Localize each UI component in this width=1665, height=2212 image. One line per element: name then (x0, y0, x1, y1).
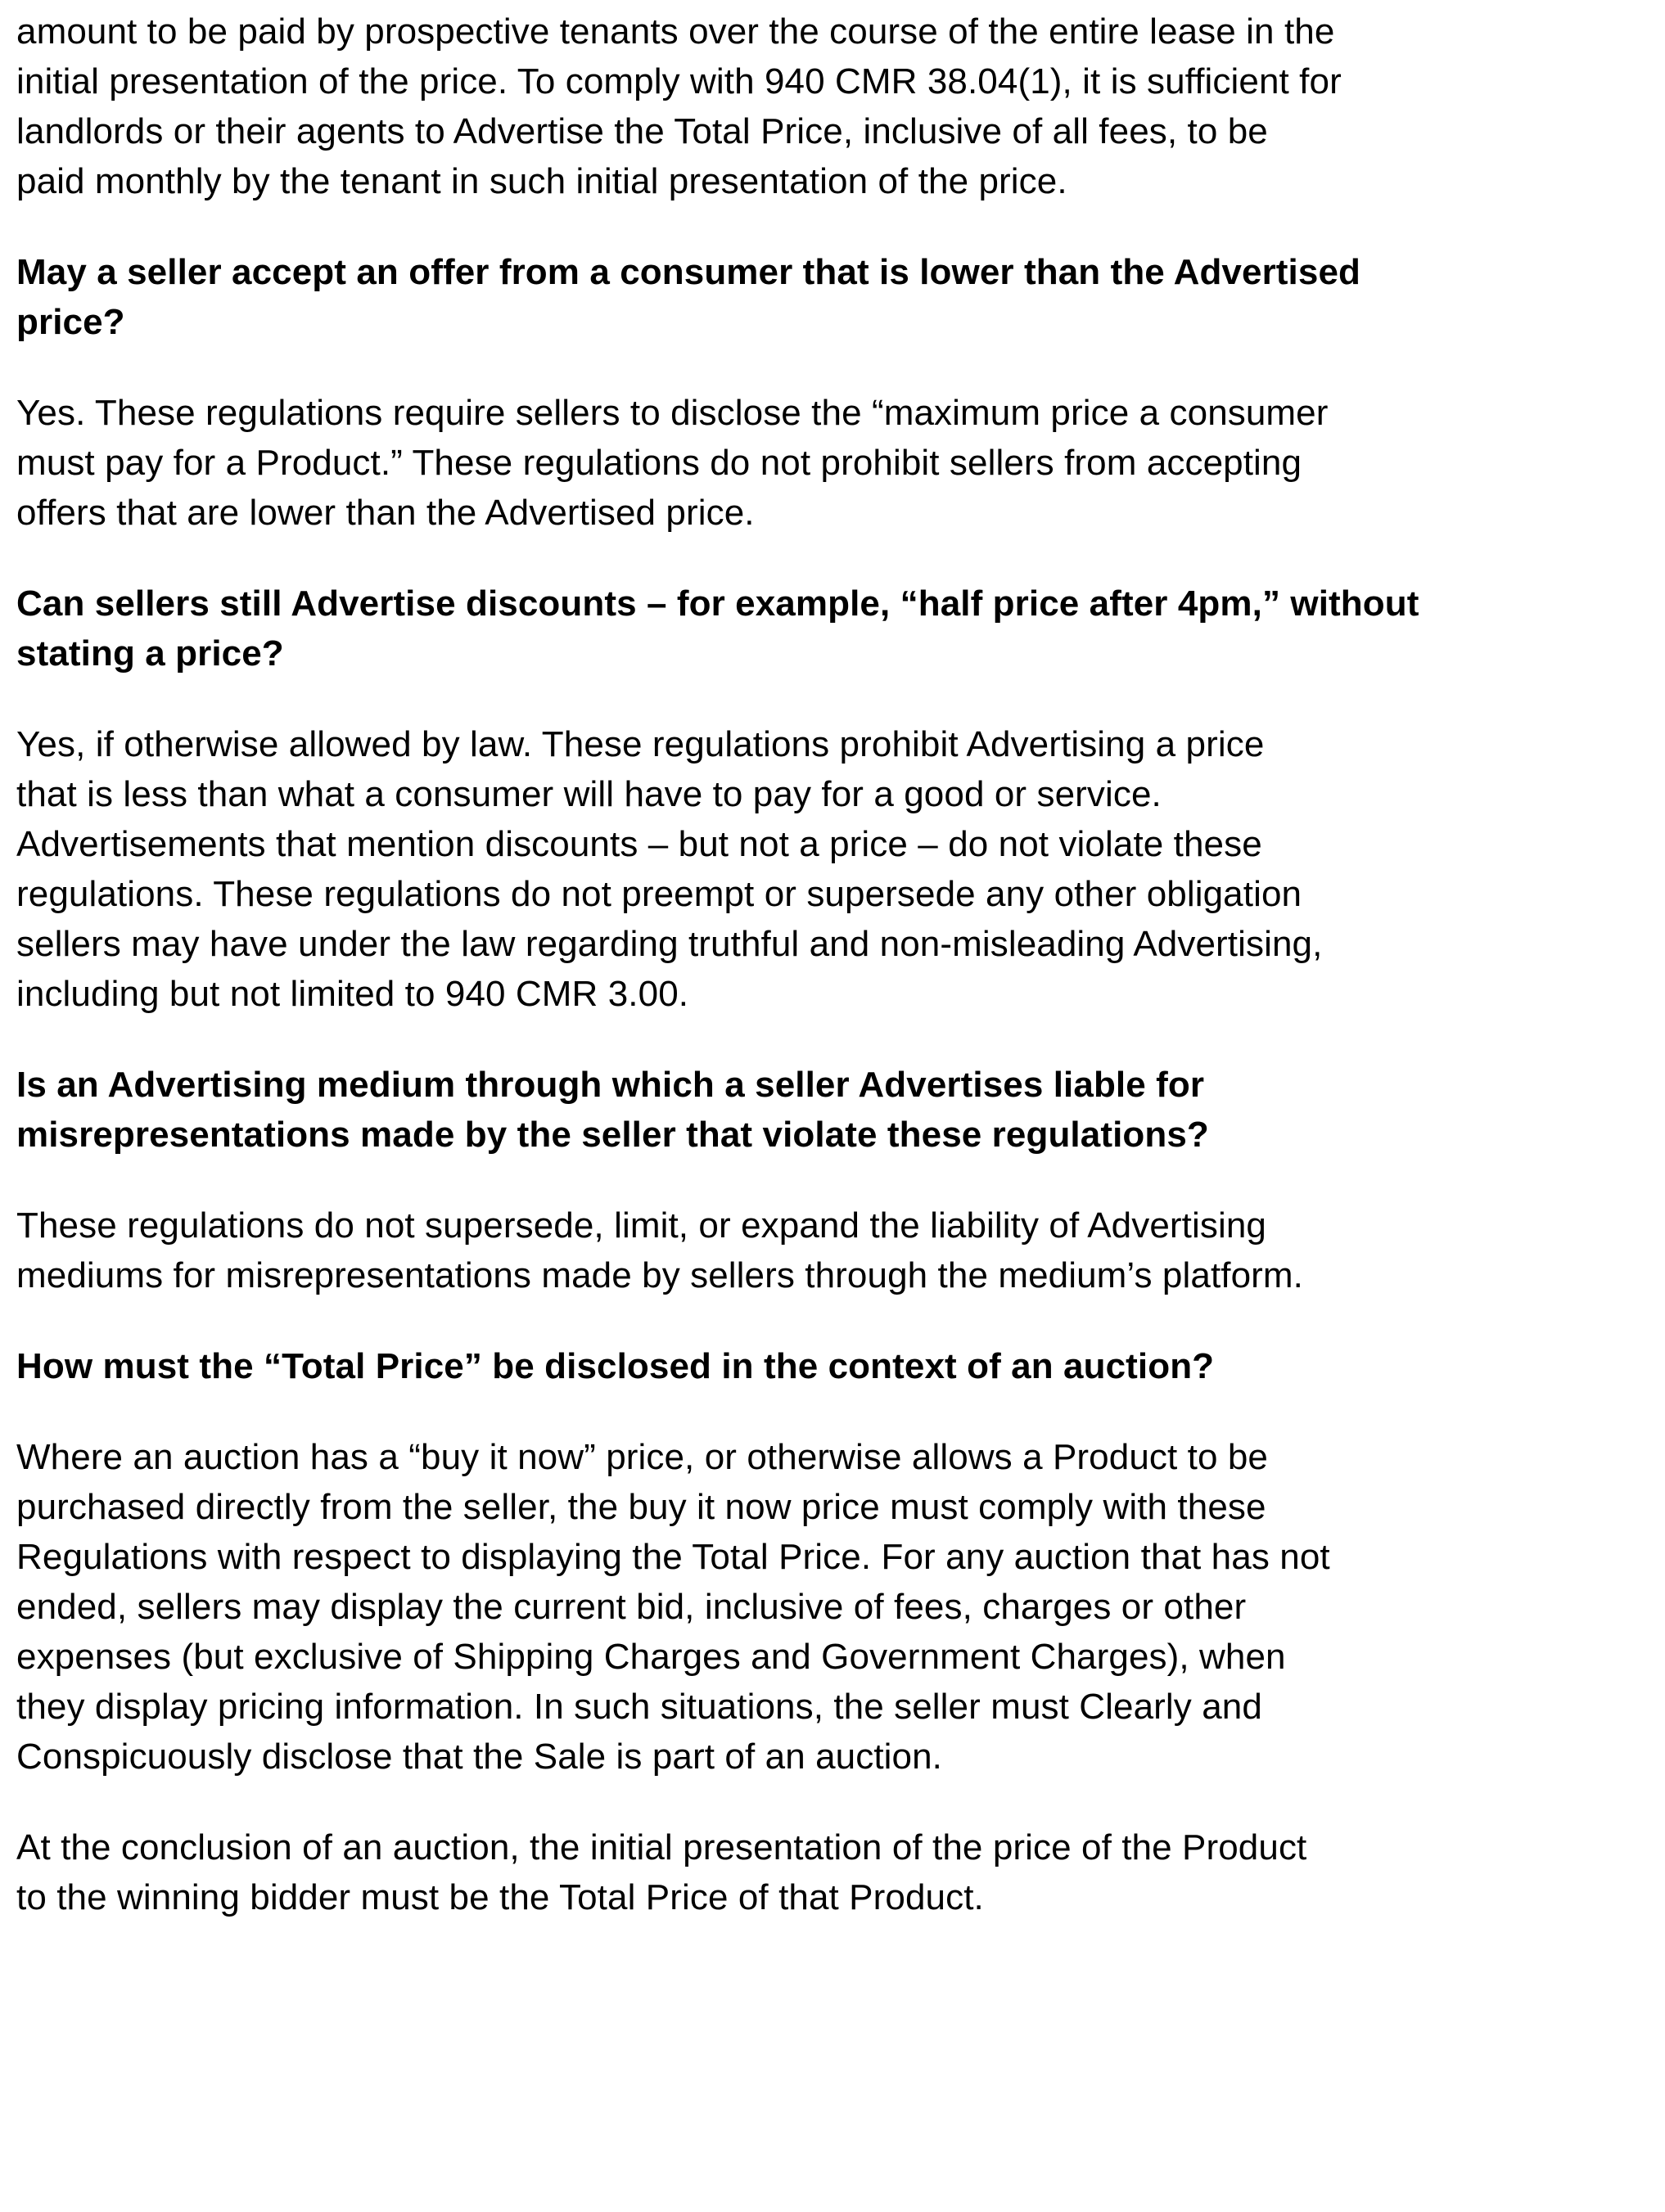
paragraph-line: Yes. These regulations require sellers to disclose the “maximum price a consumer (16, 393, 1329, 433)
paragraph-line: purchased directly from the seller, the buy it now price must comply with these (16, 1487, 1266, 1527)
question-heading-line: Is an Advertising medium through which a seller Advertises liable for (16, 1065, 1205, 1105)
paragraph-line: ended, sellers may display the current bid, inclusive of fees, charges or other (16, 1587, 1247, 1627)
paragraph-line: Where an auction has a “buy it now” price, or otherwise allows a Product to be (16, 1437, 1269, 1477)
paragraph-line: that is less than what a consumer will have to pay for a good or service. (16, 774, 1162, 814)
paragraph-line: landlords or their agents to Advertise the Total Price, inclusive of all fees, to be (16, 111, 1268, 151)
paragraph-line: initial presentation of the price. To comply with 940 CMR 38.04(1), it is sufficient for (16, 61, 1342, 101)
paragraph-line: paid monthly by the tenant in such initial presentation of the price. (16, 161, 1067, 201)
paragraph-line: Yes, if otherwise allowed by law. These regulations prohibit Advertising a price (16, 724, 1265, 764)
question-heading-line: misrepresentations made by the seller that violate these regulations? (16, 1115, 1209, 1155)
paragraph-line: regulations. These regulations do not preempt or supersede any other obligation (16, 874, 1302, 914)
paragraph-line: including but not limited to 940 CMR 3.00. (16, 974, 689, 1014)
question-heading-line: stating a price? (16, 633, 284, 674)
question-heading-line: May a seller accept an offer from a consumer that is lower than the Advertised (16, 252, 1360, 292)
paragraph-line: amount to be paid by prospective tenants over the course of the entire lease in the (16, 11, 1335, 52)
paragraph-line: must pay for a Product.” These regulations do not prohibit sellers from accepting (16, 443, 1302, 483)
paragraph-line: sellers may have under the law regarding truthful and non-misleading Advertising, (16, 924, 1323, 964)
paragraph-line: expenses (but exclusive of Shipping Charges and Government Charges), when (16, 1637, 1286, 1677)
paragraph-line: offers that are lower than the Advertised price. (16, 493, 755, 533)
paragraph-line: to the winning bidder must be the Total Price of that Product. (16, 1877, 984, 1917)
paragraph-line: Advertisements that mention discounts – but not a price – do not violate these (16, 824, 1262, 864)
question-heading-line: How must the “Total Price” be disclosed in the context of an auction? (16, 1346, 1215, 1386)
paragraph-line: These regulations do not supersede, limit, or expand the liability of Advertising (16, 1205, 1266, 1246)
question-heading-line: Can sellers still Advertise discounts – for example, “half price after 4pm,” without (16, 583, 1419, 624)
paragraph-line: Conspicuously disclose that the Sale is part of an auction. (16, 1737, 942, 1777)
paragraph-line: mediums for misrepresentations made by sellers through the medium’s platform. (16, 1255, 1303, 1295)
paragraph-line: At the conclusion of an auction, the initial presentation of the price of the Product (16, 1827, 1307, 1867)
paragraph-line: Regulations with respect to displaying the Total Price. For any auction that has not (16, 1537, 1330, 1577)
paragraph-line: they display pricing information. In such situations, the seller must Clearly and (16, 1687, 1262, 1727)
question-heading-line: price? (16, 302, 125, 342)
